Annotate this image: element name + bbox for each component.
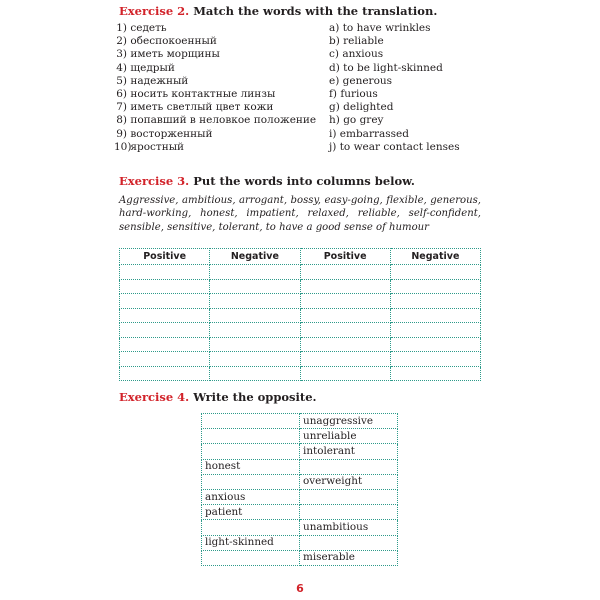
answer-cell[interactable]: [120, 294, 210, 309]
word-cell[interactable]: honest: [202, 459, 300, 474]
answer-cell[interactable]: [390, 337, 480, 352]
table-row: [120, 294, 481, 309]
answer-cell[interactable]: [210, 294, 300, 309]
list-item: h) go grey: [329, 114, 384, 127]
answer-cell[interactable]: [120, 323, 210, 338]
exercise-4-instruction: Write the opposite.: [193, 390, 317, 404]
answer-cell[interactable]: [390, 323, 480, 338]
word-cell[interactable]: [202, 550, 300, 565]
list-item: 10) яростный: [114, 140, 185, 153]
word-cell[interactable]: [202, 474, 300, 489]
list-item: j) to wear contact lenses: [329, 140, 460, 153]
table-row: [202, 444, 398, 459]
answer-cell[interactable]: [210, 323, 300, 338]
list-item: f) furious: [329, 88, 378, 101]
english-translation-list: [329, 22, 460, 154]
opposite-cell[interactable]: unambitious: [300, 520, 398, 535]
exercise-3-instruction: Put the words into columns below.: [193, 174, 415, 188]
list-item: 9) восторженный: [116, 127, 213, 140]
opposite-cell[interactable]: [300, 459, 398, 474]
table-row: [202, 429, 398, 444]
answer-cell[interactable]: [300, 265, 390, 280]
russian-word-list: [114, 22, 316, 154]
word-cell[interactable]: [202, 414, 300, 429]
answer-cell[interactable]: [210, 279, 300, 294]
list-item: 4) щедрый: [116, 61, 175, 74]
table-row: [202, 505, 398, 520]
answer-cell[interactable]: [210, 337, 300, 352]
table-row: [120, 352, 481, 367]
table-row: [202, 535, 398, 550]
table-row: [120, 366, 481, 381]
exercise-4-number: Exercise 4.: [119, 390, 190, 404]
page-number: 6: [296, 582, 304, 595]
opposite-cell[interactable]: [300, 505, 398, 520]
exercise-2-number: Exercise 2.: [119, 4, 190, 18]
word-cell[interactable]: light-skinned: [202, 535, 300, 550]
table-row: [202, 520, 398, 535]
word-cell[interactable]: patient: [202, 505, 300, 520]
table-row: [202, 474, 398, 489]
answer-cell[interactable]: [300, 308, 390, 323]
opposite-cell[interactable]: unreliable: [300, 429, 398, 444]
list-item: e) generous: [329, 74, 393, 87]
exercise-3-number: Exercise 3.: [119, 174, 190, 188]
word-cell[interactable]: anxious: [202, 489, 300, 504]
answer-cell[interactable]: [390, 308, 480, 323]
column-header: Negative: [210, 249, 300, 265]
answer-cell[interactable]: [390, 352, 480, 367]
answer-cell[interactable]: [120, 337, 210, 352]
list-item: d) to be light-skinned: [329, 61, 443, 74]
columns-table: [119, 248, 481, 381]
answer-cell[interactable]: [390, 294, 480, 309]
table-row: [120, 308, 481, 323]
opposites-table: [201, 413, 398, 566]
opposite-cell[interactable]: [300, 535, 398, 550]
list-item: b) reliable: [329, 35, 384, 48]
list-item: g) delighted: [329, 101, 394, 114]
answer-cell[interactable]: [210, 366, 300, 381]
table-row: [120, 265, 481, 280]
list-item: 6) носить контактные линзы: [116, 88, 276, 101]
column-header: Positive: [120, 249, 210, 265]
answer-cell[interactable]: [300, 294, 390, 309]
opposite-cell[interactable]: intolerant: [300, 444, 398, 459]
list-item: 8) попавший в неловкое положение: [116, 114, 317, 127]
answer-cell[interactable]: [210, 265, 300, 280]
answer-cell[interactable]: [390, 366, 480, 381]
word-cell[interactable]: [202, 429, 300, 444]
answer-cell[interactable]: [300, 279, 390, 294]
answer-cell[interactable]: [300, 366, 390, 381]
table-row: [202, 459, 398, 474]
answer-cell[interactable]: [120, 366, 210, 381]
answer-cell[interactable]: [120, 265, 210, 280]
exercise-3-title: [119, 174, 415, 188]
column-header: Negative: [390, 249, 480, 265]
list-item: c) anxious: [329, 48, 384, 61]
list-item: 7) иметь светлый цвет кожи: [116, 101, 274, 114]
table-row: [120, 279, 481, 294]
table-header-row: [120, 249, 481, 265]
table-row: [202, 414, 398, 429]
list-item: 3) иметь морщины: [116, 48, 220, 61]
list-item: 5) надежный: [116, 74, 189, 87]
opposite-cell[interactable]: unaggressive: [300, 414, 398, 429]
column-header: Positive: [300, 249, 390, 265]
list-item: i) embarrassed: [329, 127, 409, 140]
table-row: [202, 550, 398, 565]
table-row: [202, 489, 398, 504]
exercise-2-title: [119, 4, 437, 18]
answer-cell[interactable]: [390, 265, 480, 280]
list-item: 2) обеспокоенный: [116, 35, 217, 48]
list-item: a) to have wrinkles: [329, 22, 431, 34]
word-cell[interactable]: [202, 444, 300, 459]
word-cell[interactable]: [202, 520, 300, 535]
answer-cell[interactable]: [210, 308, 300, 323]
answer-cell[interactable]: [300, 337, 390, 352]
opposite-cell[interactable]: overweight: [300, 474, 398, 489]
exercise-2-instruction: Match the words with the translation.: [193, 4, 438, 18]
table-row: [120, 337, 481, 352]
answer-cell[interactable]: [300, 352, 390, 367]
opposite-cell[interactable]: [300, 489, 398, 504]
word-bank: Aggressive, ambitious, arrogant, bossy, easy-going, flexible, generous, hard-working, honest, impatient, relaxed, reliable, self-confident, sensible, sensitive, tolerant, to have a good sense of humour: [119, 195, 481, 233]
answer-cell[interactable]: [120, 308, 210, 323]
answer-cell[interactable]: [120, 352, 210, 367]
answer-cell[interactable]: [390, 279, 480, 294]
exercise-4-title: [119, 390, 317, 404]
list-item: 1) седеть: [116, 22, 167, 34]
answer-cell[interactable]: [120, 279, 210, 294]
table-row: [120, 323, 481, 338]
answer-cell[interactable]: [300, 323, 390, 338]
answer-cell[interactable]: [210, 352, 300, 367]
opposite-cell[interactable]: miserable: [300, 550, 398, 565]
